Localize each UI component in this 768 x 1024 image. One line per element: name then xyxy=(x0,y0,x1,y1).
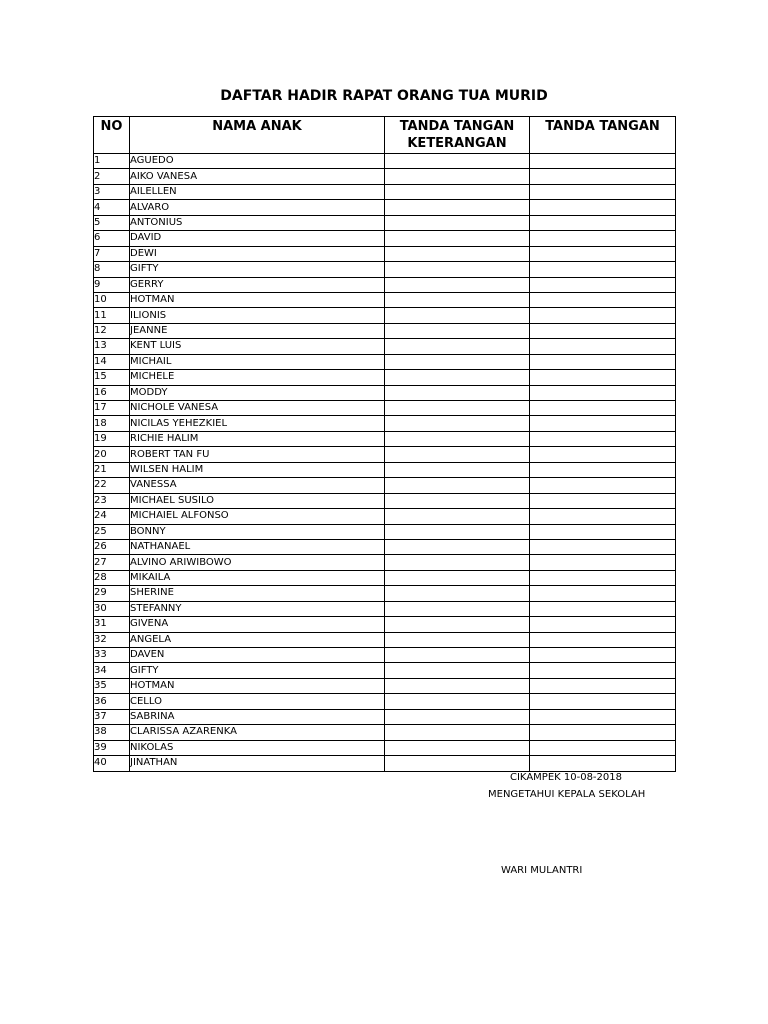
row-number: 33 xyxy=(94,648,130,663)
signature-cell xyxy=(530,756,676,771)
signature-cell xyxy=(530,200,676,215)
signature-cell xyxy=(530,539,676,554)
signature-note-cell xyxy=(385,694,530,709)
row-number: 17 xyxy=(94,401,130,416)
table-row xyxy=(94,756,676,771)
row-number: 20 xyxy=(94,447,130,462)
student-name: ILIONIS xyxy=(130,308,385,323)
signature-cell xyxy=(530,555,676,570)
row-number: 29 xyxy=(94,586,130,601)
table-row xyxy=(94,215,676,230)
student-name: ALVINO ARIWIBOWO xyxy=(130,555,385,570)
signature-note-cell xyxy=(385,277,530,292)
signature-cell xyxy=(530,431,676,446)
place-date: CIKAMPEK 10-08-2018 xyxy=(510,772,622,783)
header-signature-note: TANDA TANGAN KETERANGAN xyxy=(385,117,530,154)
signature-note-cell xyxy=(385,709,530,724)
row-number: 39 xyxy=(94,740,130,755)
table-row xyxy=(94,246,676,261)
table-row xyxy=(94,478,676,493)
signature-cell xyxy=(530,725,676,740)
student-name: ROBERT TAN FU xyxy=(130,447,385,462)
signature-note-cell xyxy=(385,447,530,462)
table-row xyxy=(94,154,676,169)
row-number: 25 xyxy=(94,524,130,539)
signature-cell xyxy=(530,524,676,539)
signature-cell xyxy=(530,570,676,585)
signature-note-cell xyxy=(385,617,530,632)
table-row xyxy=(94,184,676,199)
signature-cell xyxy=(530,292,676,307)
student-name: AGUEDO xyxy=(130,154,385,169)
student-name: MICHAIEL ALFONSO xyxy=(130,509,385,524)
signature-note-cell xyxy=(385,323,530,338)
student-name: MICHELE xyxy=(130,370,385,385)
student-name: DAVID xyxy=(130,231,385,246)
row-number: 28 xyxy=(94,570,130,585)
student-name: SABRINA xyxy=(130,709,385,724)
table-row xyxy=(94,339,676,354)
signature-cell xyxy=(530,601,676,616)
student-name: ANGELA xyxy=(130,632,385,647)
signature-note-cell xyxy=(385,539,530,554)
document-title: DAFTAR HADIR RAPAT ORANG TUA MURID xyxy=(220,88,548,104)
signature-note-cell xyxy=(385,154,530,169)
signature-note-cell xyxy=(385,246,530,261)
row-number: 9 xyxy=(94,277,130,292)
signature-cell xyxy=(530,678,676,693)
table-row xyxy=(94,709,676,724)
signature-note-cell xyxy=(385,231,530,246)
student-name: STEFANNY xyxy=(130,601,385,616)
signature-note-cell xyxy=(385,524,530,539)
row-number: 19 xyxy=(94,431,130,446)
row-number: 15 xyxy=(94,370,130,385)
signature-cell xyxy=(530,231,676,246)
signature-note-cell xyxy=(385,648,530,663)
signature-cell xyxy=(530,277,676,292)
acknowledged-by: MENGETAHUI KEPALA SEKOLAH xyxy=(488,789,646,800)
student-name: AIKO VANESA xyxy=(130,169,385,184)
table-row xyxy=(94,632,676,647)
table-row xyxy=(94,663,676,678)
row-number: 14 xyxy=(94,354,130,369)
signature-note-cell xyxy=(385,308,530,323)
signature-note-cell xyxy=(385,215,530,230)
table-row xyxy=(94,539,676,554)
student-name: KENT LUIS xyxy=(130,339,385,354)
table-row xyxy=(94,431,676,446)
signature-note-cell xyxy=(385,601,530,616)
signature-note-cell xyxy=(385,756,530,771)
table-row xyxy=(94,385,676,400)
signature-cell xyxy=(530,323,676,338)
row-number: 8 xyxy=(94,262,130,277)
table-row xyxy=(94,447,676,462)
student-name: HOTMAN xyxy=(130,292,385,307)
table-row xyxy=(94,617,676,632)
table-row xyxy=(94,493,676,508)
header-signature: TANDA TANGAN xyxy=(530,117,676,154)
student-name: DEWI xyxy=(130,246,385,261)
table-row xyxy=(94,555,676,570)
principal-name: WARI MULANTRI xyxy=(501,865,583,876)
signature-note-cell xyxy=(385,740,530,755)
student-name: JEANNE xyxy=(130,323,385,338)
student-name: RICHIE HALIM xyxy=(130,431,385,446)
table-row xyxy=(94,648,676,663)
signature-cell xyxy=(530,262,676,277)
signature-cell xyxy=(530,663,676,678)
table-row xyxy=(94,323,676,338)
signature-note-cell xyxy=(385,416,530,431)
student-name: NIKOLAS xyxy=(130,740,385,755)
signature-cell xyxy=(530,586,676,601)
student-name: MICHAEL SUSILO xyxy=(130,493,385,508)
row-number: 30 xyxy=(94,601,130,616)
signature-note-cell xyxy=(385,509,530,524)
table-row xyxy=(94,262,676,277)
table-header-row xyxy=(94,117,676,154)
row-number: 7 xyxy=(94,246,130,261)
row-number: 16 xyxy=(94,385,130,400)
row-number: 1 xyxy=(94,154,130,169)
signature-note-cell xyxy=(385,184,530,199)
signature-cell xyxy=(530,416,676,431)
table-row xyxy=(94,200,676,215)
signature-cell xyxy=(530,478,676,493)
table-row xyxy=(94,169,676,184)
signature-cell xyxy=(530,632,676,647)
student-name: NATHANAEL xyxy=(130,539,385,554)
signature-note-cell xyxy=(385,570,530,585)
header-no: NO xyxy=(94,117,130,154)
signature-note-cell xyxy=(385,462,530,477)
student-name: GIFTY xyxy=(130,262,385,277)
signature-note-cell xyxy=(385,431,530,446)
table-row xyxy=(94,308,676,323)
signature-cell xyxy=(530,169,676,184)
student-name: MODDY xyxy=(130,385,385,400)
signature-cell xyxy=(530,385,676,400)
student-name: MIKAILA xyxy=(130,570,385,585)
table-row xyxy=(94,570,676,585)
table-row xyxy=(94,277,676,292)
signature-note-cell xyxy=(385,725,530,740)
table-row xyxy=(94,586,676,601)
signature-cell xyxy=(530,462,676,477)
row-number: 6 xyxy=(94,231,130,246)
table-row xyxy=(94,509,676,524)
row-number: 40 xyxy=(94,756,130,771)
student-name: CLARISSA AZARENKA xyxy=(130,725,385,740)
row-number: 34 xyxy=(94,663,130,678)
student-name: AILELLEN xyxy=(130,184,385,199)
student-name: NICHOLE VANESA xyxy=(130,401,385,416)
signature-cell xyxy=(530,354,676,369)
table-row xyxy=(94,416,676,431)
signature-note-cell xyxy=(385,354,530,369)
table-row xyxy=(94,370,676,385)
row-number: 4 xyxy=(94,200,130,215)
signature-cell xyxy=(530,401,676,416)
table-row xyxy=(94,740,676,755)
table-row xyxy=(94,462,676,477)
signature-cell xyxy=(530,339,676,354)
signature-cell xyxy=(530,709,676,724)
row-number: 24 xyxy=(94,509,130,524)
signature-note-cell xyxy=(385,555,530,570)
row-number: 10 xyxy=(94,292,130,307)
row-number: 13 xyxy=(94,339,130,354)
table-row xyxy=(94,601,676,616)
row-number: 2 xyxy=(94,169,130,184)
attendance-table xyxy=(93,116,676,772)
signature-cell xyxy=(530,493,676,508)
signature-note-cell xyxy=(385,632,530,647)
signature-note-cell xyxy=(385,370,530,385)
student-name: GIVENA xyxy=(130,617,385,632)
row-number: 36 xyxy=(94,694,130,709)
student-name: GERRY xyxy=(130,277,385,292)
signature-cell xyxy=(530,154,676,169)
row-number: 12 xyxy=(94,323,130,338)
table-row xyxy=(94,678,676,693)
signature-cell xyxy=(530,648,676,663)
table-row xyxy=(94,725,676,740)
student-name: DAVEN xyxy=(130,648,385,663)
student-name: BONNY xyxy=(130,524,385,539)
row-number: 37 xyxy=(94,709,130,724)
signature-note-cell xyxy=(385,478,530,493)
row-number: 22 xyxy=(94,478,130,493)
signature-note-cell xyxy=(385,586,530,601)
signature-note-cell xyxy=(385,339,530,354)
row-number: 3 xyxy=(94,184,130,199)
signature-note-cell xyxy=(385,493,530,508)
student-name: JINATHAN xyxy=(130,756,385,771)
signature-cell xyxy=(530,184,676,199)
table-row xyxy=(94,354,676,369)
student-name: MICHAIL xyxy=(130,354,385,369)
row-number: 21 xyxy=(94,462,130,477)
row-number: 11 xyxy=(94,308,130,323)
signature-cell xyxy=(530,215,676,230)
student-name: ANTONIUS xyxy=(130,215,385,230)
row-number: 35 xyxy=(94,678,130,693)
table-row xyxy=(94,292,676,307)
student-name: CELLO xyxy=(130,694,385,709)
table-row xyxy=(94,401,676,416)
student-name: NICILAS YEHEZKIEL xyxy=(130,416,385,431)
signature-cell xyxy=(530,617,676,632)
table-row xyxy=(94,524,676,539)
signature-note-cell xyxy=(385,200,530,215)
signature-note-cell xyxy=(385,262,530,277)
signature-note-cell xyxy=(385,292,530,307)
signature-cell xyxy=(530,246,676,261)
signature-cell xyxy=(530,370,676,385)
attendance-rows xyxy=(94,154,676,772)
row-number: 5 xyxy=(94,215,130,230)
student-name: ALVARO xyxy=(130,200,385,215)
student-name: HOTMAN xyxy=(130,678,385,693)
student-name: WILSEN HALIM xyxy=(130,462,385,477)
signature-note-cell xyxy=(385,663,530,678)
row-number: 31 xyxy=(94,617,130,632)
row-number: 32 xyxy=(94,632,130,647)
signature-note-cell xyxy=(385,678,530,693)
student-name: VANESSA xyxy=(130,478,385,493)
signature-note-cell xyxy=(385,169,530,184)
signature-note-cell xyxy=(385,401,530,416)
row-number: 38 xyxy=(94,725,130,740)
row-number: 26 xyxy=(94,539,130,554)
header-name: NAMA ANAK xyxy=(130,117,385,154)
student-name: GIFTY xyxy=(130,663,385,678)
student-name: SHERINE xyxy=(130,586,385,601)
signature-note-cell xyxy=(385,385,530,400)
table-row xyxy=(94,231,676,246)
signature-cell xyxy=(530,694,676,709)
signature-cell xyxy=(530,740,676,755)
signature-cell xyxy=(530,308,676,323)
signature-cell xyxy=(530,509,676,524)
row-number: 18 xyxy=(94,416,130,431)
signature-cell xyxy=(530,447,676,462)
table-row xyxy=(94,694,676,709)
row-number: 27 xyxy=(94,555,130,570)
row-number: 23 xyxy=(94,493,130,508)
